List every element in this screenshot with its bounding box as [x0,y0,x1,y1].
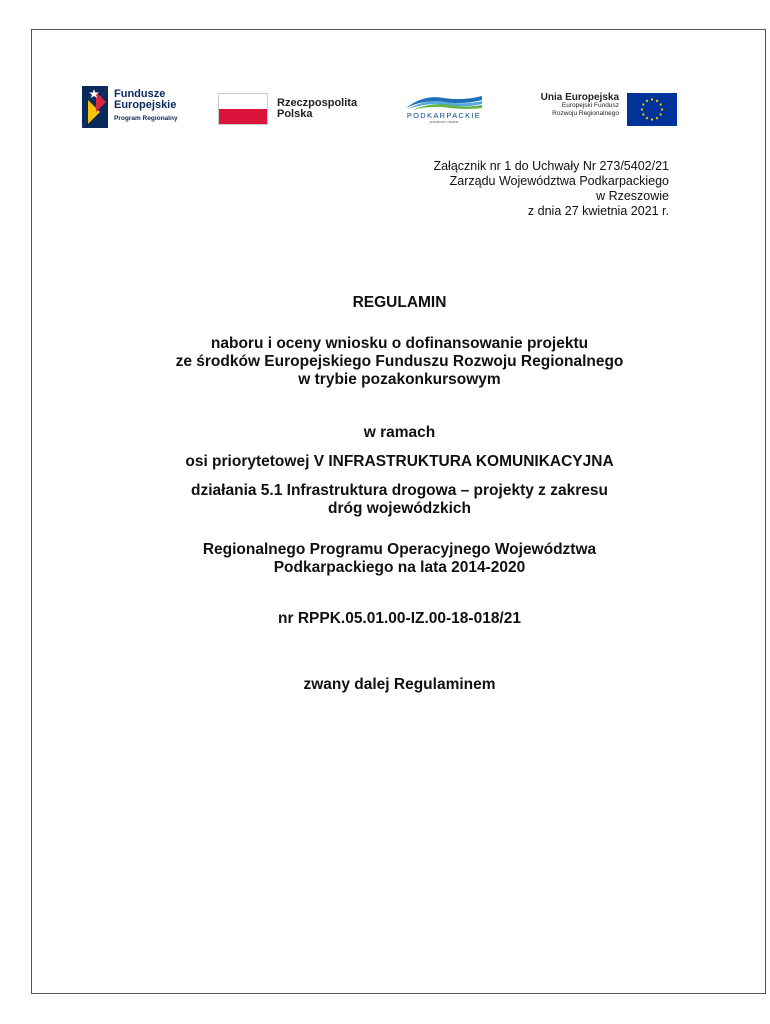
document-number: nr RPPK.05.01.00-IZ.00-18-018/21 [278,610,521,627]
rpo-line2: Podkarpackiego na lata 2014-2020 [273,559,526,576]
podkarpackie-mountains-icon [404,92,484,110]
eu-star [651,98,653,100]
podkarpackie-tagline: przestrzeń otwarta [429,120,459,124]
dzialania-line2: dróg wojewódzkich [328,500,471,517]
eu-star [651,118,653,120]
fundusze-europejskie-icon [82,86,108,128]
polish-flag-icon [218,93,268,125]
naboru-line1: naboru i oceny wniosku o dofinansowanie projektu [210,335,589,352]
eu-star [646,117,648,119]
annex-line2: Zarządu Województwa Podkarpackiego [449,174,669,188]
rzeczpospolita-line1: Rzeczpospolita [277,97,358,109]
naboru-block [32,335,767,389]
fundusze-europejskie-logo [82,86,212,130]
naboru-line3: w trybie pozakonkursowym [298,371,501,388]
annex-line3: w Rzeszowie [596,189,669,203]
unia-line2: Europejski Fundusz [561,102,619,109]
eu-star [642,113,644,115]
annex-header [433,159,669,219]
eu-star [641,108,643,110]
podkarpackie-name: PODKARPACKIE [406,111,482,120]
fundusze-line2: Europejskie [114,99,177,111]
naboru-line2: ze środków Europejskiego Funduszu Rozwoju Regionalnego [175,353,624,370]
rzeczpospolita-line2: Polska [277,108,313,120]
eu-star [660,113,662,115]
annex-line1: Załącznik nr 1 do Uchwały Nr 273/5402/21 [433,159,669,173]
unia-europejska-logo [531,93,681,127]
rpo-block [32,541,767,577]
dzialania-block [32,482,767,518]
eu-star [656,117,658,119]
podkarpackie-logo [396,92,492,126]
fundusze-line3: Program Regionalny [114,115,178,122]
eu-star [656,100,658,102]
eu-flag-icon [627,93,677,126]
annex-line4: z dnia 27 kwietnia 2021 r. [527,204,669,218]
eu-star [661,108,663,110]
fundusze-line1: Fundusze [114,88,166,100]
eu-star [660,103,662,105]
w-ramach-text: w ramach [363,424,436,441]
rpo-line1: Regionalnego Programu Operacyjnego Województwa [202,541,597,558]
unia-line3: Rozwoju Regionalnego [552,110,619,117]
fundusze-europejskie-text [114,89,178,124]
rzeczpospolita-polska-logo [218,93,368,127]
document-title: REGULAMIN [352,294,447,311]
eu-star [646,100,648,102]
unia-line1: Unia Europejska [540,92,619,103]
unia-europejska-text [531,93,619,118]
rzeczpospolita-text [277,98,357,120]
osi-priorytetowej-text: osi priorytetowej V INFRASTRUKTURA KOMUNIKACYJNA [185,453,614,470]
document-page [31,29,766,994]
eu-star [642,103,644,105]
zwany-dalej-text: zwany dalej Regulaminem [303,676,496,693]
dzialania-line1: działania 5.1 Infrastruktura drogowa – projekty z zakresu [191,482,608,499]
